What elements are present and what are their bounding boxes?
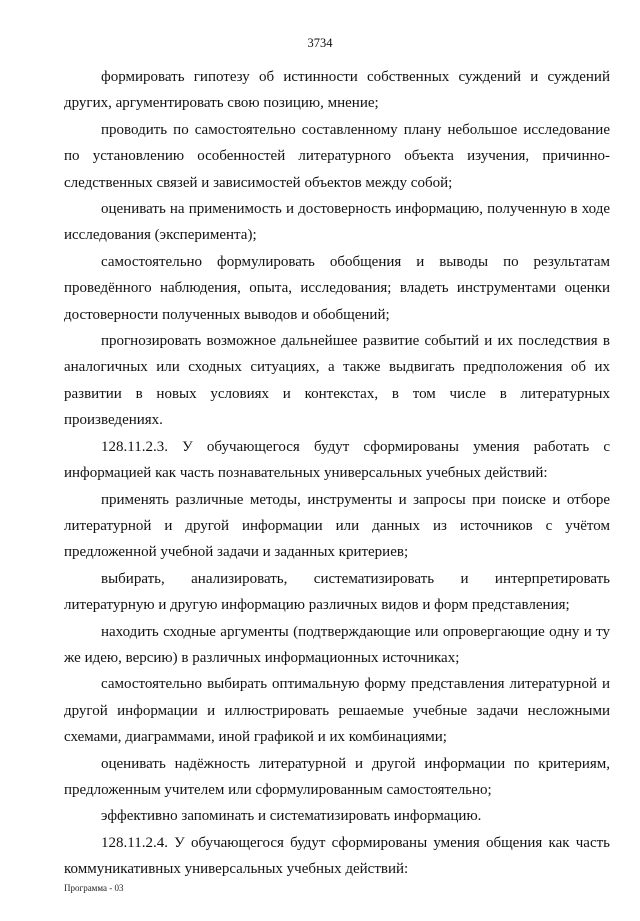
page-number: 3734 <box>307 36 333 50</box>
paragraph-generalizations: самостоятельно формулировать обобщения и выводы по результатам проведённого наблюдения, опыта, исследования; владеть инструментами оценки достоверности полученных выводов и обобщений; <box>64 253 610 323</box>
paragraph-memorize: эффективно запоминать и систематизировать информацию. <box>101 808 482 825</box>
document-body <box>64 64 610 883</box>
paragraph-research: проводить по самостоятельно составленному плану небольшое исследование по установлению особенностей литературного объекта изучения, причинно-следственных связей и зависимостей объектов между собой; <box>64 121 610 191</box>
paragraph-reliability: оценивать надёжность литературной и другой информации по критериям, предложенным учителем или сформулированным самостоятельно; <box>64 755 610 798</box>
paragraph-forecast: прогнозировать возможное дальнейшее развитие событий и их последствия в аналогичных или сходных ситуациях, а также выдвигать предположения об их развитии в новых условиях и контекстах, в том числе в литературных произведениях. <box>64 333 610 429</box>
paragraph-search-methods: применять различные методы, инструменты и запросы при поиске и отборе литературной и другой информации или данных из источников с учётом предложенной учебной задачи и заданных критериев; <box>64 491 610 561</box>
section-128-11-2-3: 128.11.2.3. У обучающегося будут сформированы умения работать с информацией как часть познавательных универсальных учебных действий: <box>64 438 610 482</box>
section-128-11-2-4: 128.11.2.4. У обучающегося будут сформированы умения общения как часть коммуникативных универсальных учебных действий: <box>64 834 610 878</box>
footer-label: Программа - 03 <box>64 883 124 893</box>
paragraph-arguments: находить сходные аргументы (подтверждающие или опровергающие одну и ту же идею, версию) в различных информационных источниках; <box>64 623 610 666</box>
paragraph-hypothesis: формировать гипотезу об истинности собственных суждений и суждений других, аргументировать свою позицию, мнение; <box>64 69 610 112</box>
paragraph-evaluate-info: оценивать на применимость и достоверность информацию, полученную в ходе исследования (эксперимента); <box>64 201 610 244</box>
paragraph-analyze: выбирать, анализировать, систематизировать и интерпретировать литературную и другую информацию различных видов и форм представления; <box>64 570 610 614</box>
paragraph-representation: самостоятельно выбирать оптимальную форму представления литературной и другой информации и иллюстрировать решаемые учебные задачи несложными схемами, диаграммами, иной графикой и их комбинациями; <box>64 676 610 746</box>
